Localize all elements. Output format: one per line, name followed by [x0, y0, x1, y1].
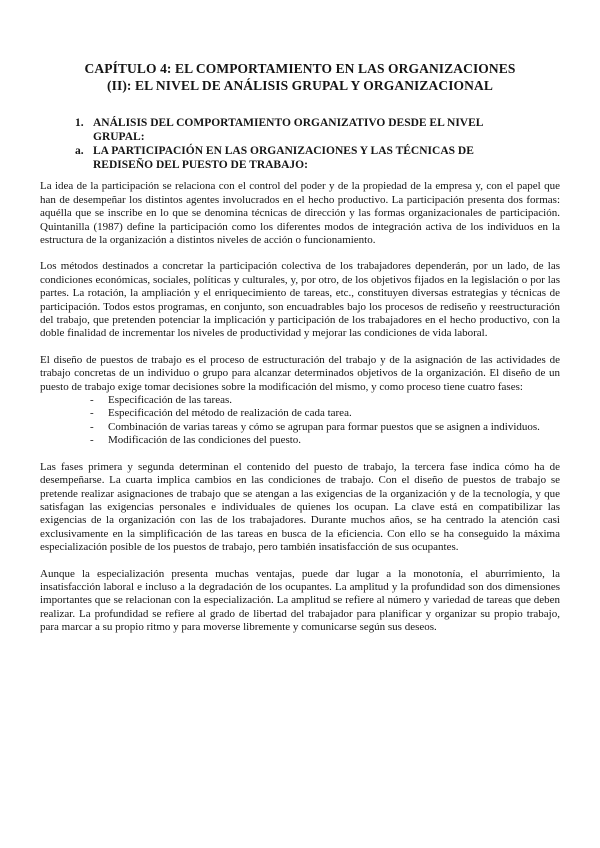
bullet-dash: - — [90, 420, 94, 433]
paragraph-phases-explanation: Las fases primera y segunda determinan el contenido del puesto de trabajo, la tercera fase indica cómo ha de desempeñarse. La cuarta implica cambios en las condiciones de trabajo. Con el diseño de puestos de trabajo se pretende realizar asignaciones de trabajo que se atengan a las exigencias de la organización y de la tecnología, y que satisfagan las exigencias personales e individuales de quienes los ocupan. La clave está en compatibilizar las exigencias de la organización con las de los trabajadores. Durante muchos años, se ha centrado la atención casi exclusivamente en la simplificación de las tareas en busca de la eficiencia. Con ello se ha conseguido la máxima especialización posible de los puestos de trabajo, pero también insatisfacción de sus ocupantes. — [40, 460, 560, 554]
bullet-dash: - — [90, 407, 94, 420]
phase-text: Especificación del método de realización de cada tarea. — [108, 407, 352, 420]
list-item — [40, 394, 560, 407]
phases-list — [40, 394, 560, 448]
outline-item-1-heading-line2: GRUPAL: — [93, 130, 145, 143]
phase-text: Combinación de varias tareas y cómo se agrupan para formar puestos que se asignen a individuos. — [108, 420, 540, 433]
bullet-dash: - — [90, 394, 94, 407]
outline-item-a-heading — [93, 145, 560, 172]
section-outline — [40, 117, 560, 172]
chapter-title — [40, 60, 560, 94]
list-item — [40, 434, 560, 447]
phase-text: Especificación de las tareas. — [108, 394, 232, 407]
list-item — [40, 421, 560, 434]
chapter-title-line2: (II): EL NIVEL DE ANÁLISIS GRUPAL Y ORGANIZACIONAL — [107, 78, 493, 93]
outline-item-a-number: a. — [75, 145, 84, 158]
paragraph-participation-idea: La idea de la participación se relaciona con el control del poder y de la propiedad de la empresa y, con el papel que han de desempeñar los distintos agentes involucrados en el hecho productivo. La participación presenta dos formas: aquélla que se inscribe en lo que se denomina técnicas de dirección y las formas organizacionales de participación. Quintanilla (1987) define la participación como los diferentes modos de integración activa de los individuos en la estructura de la organización a distintos niveles de acción o funcionamiento. — [40, 180, 560, 246]
outline-item-1-heading — [93, 117, 560, 144]
bullet-dash: - — [90, 434, 94, 447]
paragraph-job-design: El diseño de puestos de trabajo es el proceso de estructuración del trabajo y de la asignación de las actividades de trabajo concretas de un individuo o grupo para alcanzar determinados objetivos de la organización. El diseño de un puesto de trabajo exige tomar decisiones sobre la modificación del mismo, y como proceso tiene cuatro fases: — [40, 353, 560, 393]
list-item — [40, 407, 560, 420]
outline-item-1-heading-line1: ANÁLISIS DEL COMPORTAMIENTO ORGANIZATIVO DESDE EL NIVEL — [93, 117, 484, 129]
outline-item-a-heading-line1: LA PARTICIPACIÓN EN LAS ORGANIZACIONES Y LAS TÉCNICAS DE — [93, 145, 474, 158]
paragraph-specialization: Aunque la especialización presenta muchas ventajas, puede dar lugar a la monotonía, el aburrimiento, la insatisfacción laboral e incluso a la degradación de los ocupantes. La amplitud y la profundidad son dos dimensiones importantes que se relacionan con la especialización. La amplitud se refiere al número y variedad de tareas que deben realizar. La profundidad se refiere al grado de libertad del trabajador para planificar y organizar su propio trabajo, para marcar a su propio ritmo y para moverse libremente y comunicarse según sus deseos. — [40, 567, 560, 634]
paragraph-participation-methods: Los métodos destinados a concretar la participación colectiva de los trabajadores dependerán, por un lado, de las condiciones económicas, sociales, políticas y culturales, y, por otro, de los objetivos fijados en la legislación o por las partes. La rotación, la ampliación y el enriquecimiento de tareas, etc., constituyen diversas estrategias y técnicas de participación. Todos estos programas, en conjunto, son encuadrables bajo los procesos de rediseño y reestructuración del trabajo, que pretenden potenciar la implicación y participación de los trabajadores en el hecho productivo, con la doble finalidad de incrementar los niveles de productividad y mejorar las condiciones de vida laboral. — [40, 260, 560, 340]
outline-item-a — [40, 145, 560, 172]
chapter-title-line1: CAPÍTULO 4: EL COMPORTAMIENTO EN LAS ORGANIZACIONES — [84, 61, 516, 76]
outline-item-1-number: 1. — [75, 117, 84, 129]
phase-text: Modificación de las condiciones del puesto. — [108, 434, 302, 447]
outline-item-a-heading-line2: REDISEÑO DEL PUESTO DE TRABAJO: — [93, 158, 308, 171]
outline-item-1 — [40, 117, 560, 144]
